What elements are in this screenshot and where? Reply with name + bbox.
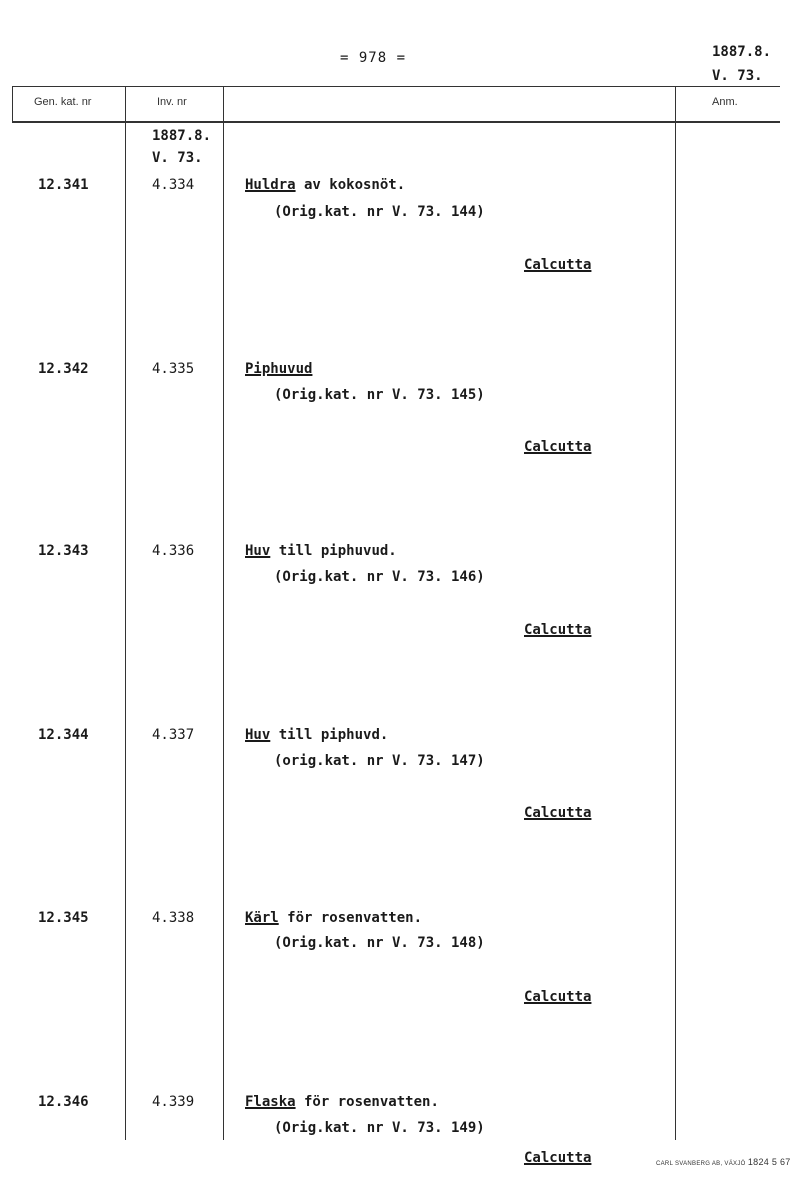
inv-nr: 4.334 (152, 177, 195, 193)
inv-nr: 4.335 (152, 361, 195, 377)
item-name: Flaska (245, 1094, 296, 1110)
inv-head-line1: 1887.8. (152, 128, 212, 144)
printer-imprint (656, 1157, 791, 1167)
header-anm: Anm. (712, 96, 738, 108)
orig-catalog-ref: (Orig.kat. nr V. 73. 145) (274, 387, 485, 403)
column-divider-anm (675, 86, 676, 1140)
orig-catalog-ref: (Orig.kat. nr V. 73. 148) (274, 935, 485, 951)
table-left-border (12, 86, 13, 122)
origin-place: Calcutta (524, 622, 592, 638)
column-divider-inv (223, 86, 224, 1140)
column-divider-gen (125, 86, 126, 1140)
inv-head-line2: V. 73. (152, 150, 203, 166)
origin-place: Calcutta (524, 1150, 592, 1166)
item-name: Huldra (245, 177, 296, 193)
origin-place: Calcutta (524, 989, 592, 1005)
gen-kat-nr: 12.343 (38, 543, 89, 559)
page-number: = 978 = (340, 50, 407, 66)
item-description: till piphuvud. (270, 543, 397, 559)
item-title (245, 1094, 439, 1110)
item-description: till piphuvd. (270, 727, 389, 743)
gen-kat-nr: 12.344 (38, 727, 89, 743)
item-title (245, 177, 405, 193)
item-title (245, 727, 388, 743)
item-name: Huv (245, 727, 271, 743)
collection-reference-line1: 1887.8. (712, 44, 772, 60)
table-header-rule (12, 121, 780, 123)
orig-catalog-ref: (Orig.kat. nr V. 73. 149) (274, 1120, 485, 1136)
inv-nr: 4.339 (152, 1094, 195, 1110)
collection-reference (712, 40, 771, 88)
origin-place: Calcutta (524, 439, 592, 455)
inv-nr: 4.337 (152, 727, 195, 743)
origin-place: Calcutta (524, 805, 592, 821)
item-title (245, 910, 422, 926)
item-title (245, 361, 312, 377)
gen-kat-nr: 12.345 (38, 910, 89, 926)
item-title (245, 543, 397, 559)
item-description: för rosenvatten. (295, 1094, 439, 1110)
item-name: Huv (245, 543, 271, 559)
inv-collection-head (152, 125, 211, 169)
inv-nr: 4.338 (152, 910, 195, 926)
orig-catalog-ref: (Orig.kat. nr V. 73. 144) (274, 204, 485, 220)
item-description: för rosenvatten. (278, 910, 423, 926)
item-name: Piphuvud (245, 361, 313, 377)
gen-kat-nr: 12.342 (38, 361, 89, 377)
header-inv-nr: Inv. nr (157, 96, 187, 108)
gen-kat-nr: 12.341 (38, 177, 89, 193)
printer-name: CARL SVANBERG AB, VÄXJÖ (656, 1161, 746, 1167)
item-description: av kokosnöt. (295, 177, 406, 193)
orig-catalog-ref: (Orig.kat. nr V. 73. 146) (274, 569, 485, 585)
origin-place: Calcutta (524, 257, 592, 273)
form-code: 1824 5 67 (747, 1157, 791, 1167)
item-name: Kärl (245, 910, 279, 926)
header-gen-kat-nr: Gen. kat. nr (34, 96, 92, 108)
inv-nr: 4.336 (152, 543, 195, 559)
collection-reference-line2: V. 73. (712, 68, 763, 84)
gen-kat-nr: 12.346 (38, 1094, 89, 1110)
table-top-rule (12, 86, 780, 87)
orig-catalog-ref: (orig.kat. nr V. 73. 147) (274, 753, 485, 769)
